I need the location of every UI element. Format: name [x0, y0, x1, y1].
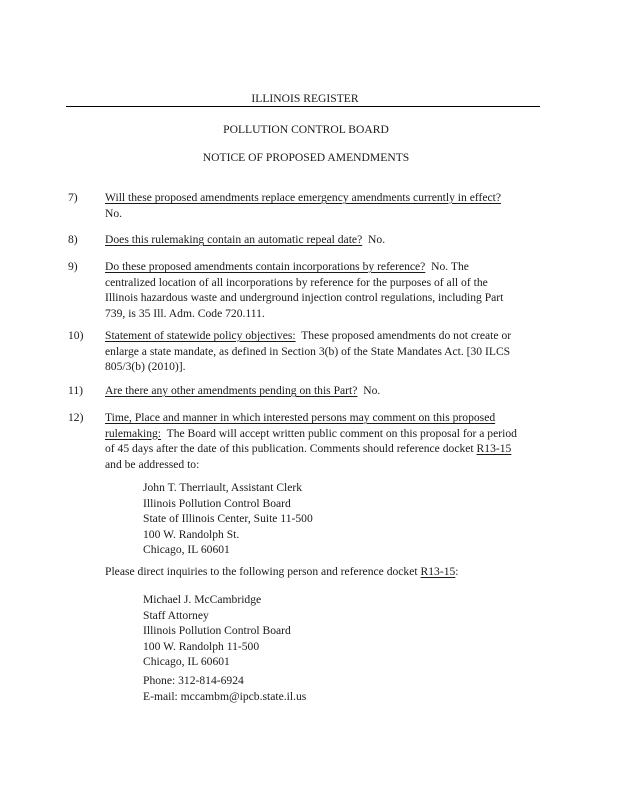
item-question: Do these proposed amendments contain incorporations by reference?: [105, 260, 426, 273]
agency-title: POLLUTION CONTROL BOARD: [223, 123, 389, 136]
item-number: 9): [68, 260, 78, 273]
contact-address: [143, 592, 523, 670]
item-question: Will these proposed amendments replace emergency amendments currently in effect?: [105, 191, 502, 204]
address-line: 100 W. Randolph 11-500: [143, 639, 260, 653]
item-continuation: 805/3(b) (2010)].: [105, 360, 186, 373]
item-9: [105, 259, 537, 321]
item-8: [105, 232, 537, 248]
item-answer: These proposed amendments do not create or: [301, 329, 512, 342]
inquiries-line: [105, 564, 537, 580]
item-number: 10): [68, 329, 84, 342]
address-line: Illinois Pollution Control Board: [143, 624, 291, 637]
phone-text: Phone: 312-814-6924: [143, 674, 244, 687]
item-answer: No. The: [431, 260, 469, 273]
contact-details: [143, 673, 523, 704]
item-question: rulemaking:: [105, 426, 162, 440]
item-question: Statement of statewide policy objectives:: [105, 329, 296, 342]
item-12: [105, 410, 537, 472]
item-answer: No.: [368, 233, 386, 246]
address-line: Staff Attorney: [143, 608, 209, 622]
item-7: [105, 190, 537, 221]
docket-link[interactable]: R13-15: [476, 442, 512, 455]
item-question: Time, Place and manner in which interested persons may comment on this proposed: [105, 411, 496, 424]
item-continuation: 739, is 35 Ill. Adm. Code 720.111.: [105, 306, 265, 320]
address-line: John T. Therriault, Assistant Clerk: [143, 481, 303, 494]
header-divider: [66, 106, 540, 107]
item-answer: The Board will accept written public comment on this proposal for a period: [166, 426, 517, 440]
docket-link[interactable]: R13-15: [420, 565, 456, 578]
item-answer: of 45 days after the date of this publication. Comments should reference docket: [105, 442, 474, 455]
item-answer: No.: [105, 206, 123, 220]
item-10: [105, 328, 537, 375]
item-continuation: Illinois hazardous waste and underground injection control regulations, including Part: [105, 291, 504, 304]
register-title: ILLINOIS REGISTER: [251, 92, 359, 105]
clerk-address: [143, 480, 523, 558]
item-number: 8): [68, 233, 78, 246]
item-continuation: centralized location of all incorporations by reference for the purposes of all of the: [105, 275, 488, 289]
notice-title: NOTICE OF PROPOSED AMENDMENTS: [202, 151, 410, 164]
address-line: Chicago, IL 60601: [143, 655, 230, 668]
item-11: [105, 383, 537, 399]
address-line: State of Illinois Center, Suite 11-500: [143, 512, 313, 525]
address-line: Chicago, IL 60601: [143, 543, 230, 556]
item-question: Does this rulemaking contain an automatic repeal date?: [105, 233, 363, 246]
address-line: Michael J. McCambridge: [143, 593, 262, 606]
address-line: Illinois Pollution Control Board: [143, 496, 291, 510]
item-answer: and be addressed to:: [105, 457, 200, 471]
address-line: 100 W. Randolph St.: [143, 527, 240, 541]
item-question: Are there any other amendments pending on this Part?: [105, 384, 358, 397]
inquiries-suffix: :: [455, 565, 459, 578]
item-number: 7): [68, 191, 78, 204]
item-number: 12): [68, 411, 84, 424]
item-answer: No.: [363, 384, 381, 397]
email-link[interactable]: E-mail: mccambm@ipcb.state.il.us: [143, 689, 307, 703]
inquiries-text: Please direct inquiries to the following person and reference docket: [105, 565, 418, 578]
item-number: 11): [68, 384, 84, 397]
item-continuation: enlarge a state mandate, as defined in Section 3(b) of the State Mandates Act. [30 ILCS: [105, 344, 511, 358]
